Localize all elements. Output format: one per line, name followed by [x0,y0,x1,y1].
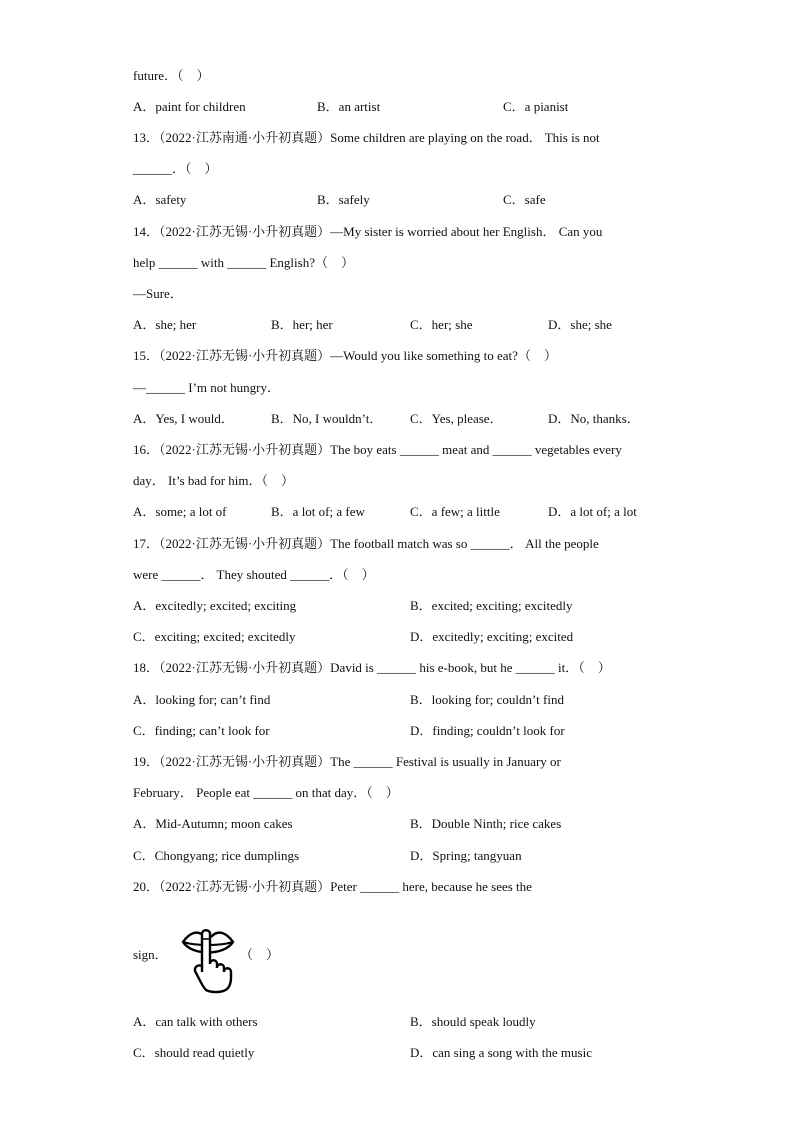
q12-option-c[interactable]: C．a pianist [503,99,569,114]
q20-stem-sign-word: sign． [133,947,168,962]
q16-stem-line1: 16．（2022·江苏无锡·小升初真题）The boy eats ______ meat and ______ vegetables every [133,442,622,457]
q16-option-c[interactable]: C．a few; a little [410,504,500,519]
q12-stem-end: future．（ ） [133,68,210,83]
q15-option-b[interactable]: B．No, I wouldn’t． [271,411,383,426]
q12-option-a[interactable]: A．paint for children [133,99,246,114]
q20-answer-paren: （ ） [240,947,280,962]
q19-option-a[interactable]: A．Mid-Autumn; moon cakes [133,816,293,831]
q14-option-c[interactable]: C．her; she [410,317,473,332]
q16-option-a[interactable]: A．some; a lot of [133,504,227,519]
q17-option-d[interactable]: D．excitedly; exciting; excited [410,629,574,644]
q14-option-a[interactable]: A．she; her [133,317,197,332]
q14-stem-line1: 14．（2022·江苏无锡·小升初真题）—My sister is worried about her English． Can you [133,224,603,239]
finger-on-lips-icon [180,920,236,994]
q19-option-c[interactable]: C．Chongyang; rice dumplings [133,848,300,863]
q19-option-d[interactable]: D．Spring; tangyuan [410,848,522,863]
q17-option-c[interactable]: C．exciting; excited; excitedly [133,629,296,644]
q15-stem-line2: —______ I’m not hungry． [133,380,280,395]
q19-option-b[interactable]: B．Double Ninth; rice cakes [410,816,562,831]
q15-stem-line1: 15．（2022·江苏无锡·小升初真题）—Would you like something to eat?（ ） [133,348,557,363]
q15-option-d[interactable]: D．No, thanks． [548,411,640,426]
q12-option-b[interactable]: B．an artist [317,99,381,114]
q17-stem-line1: 17．（2022·江苏无锡·小升初真题）The football match was so ______． All the people [133,536,599,551]
q14-stem-line3: —Sure． [133,286,183,301]
q13-stem-line1: 13．（2022·江苏南通·小升初真题）Some children are playing on the road． This is not [133,130,600,145]
q19-stem-line1: 19．（2022·江苏无锡·小升初真题）The ______ Festival is usually in January or [133,754,561,769]
q18-stem-line1: 18．（2022·江苏无锡·小升初真题）David is ______ his e-book, but he ______ it．（ ） [133,660,611,675]
q17-stem-line2: were ______． They shouted ______．（ ） [133,567,375,582]
q13-option-b[interactable]: B．safely [317,192,370,207]
q15-option-c[interactable]: C．Yes, please． [410,411,503,426]
q14-option-b[interactable]: B．her; her [271,317,333,332]
q16-option-d[interactable]: D．a lot of; a lot [548,504,637,519]
q20-option-c[interactable]: C．should read quietly [133,1045,255,1060]
q18-option-a[interactable]: A．looking for; can’t find [133,692,271,707]
q14-option-d[interactable]: D．she; she [548,317,612,332]
q19-stem-line2: February． People eat ______ on that day．（ ） [133,785,399,800]
q18-option-d[interactable]: D．finding; couldn’t look for [410,723,565,738]
q17-option-b[interactable]: B．excited; exciting; excitedly [410,598,573,613]
q17-option-a[interactable]: A．excitedly; excited; exciting [133,598,297,613]
q13-option-c[interactable]: C．safe [503,192,546,207]
q13-stem-line2: ______．（ ） [133,161,218,176]
q18-option-c[interactable]: C．finding; can’t look for [133,723,270,738]
q13-option-a[interactable]: A．safety [133,192,187,207]
q16-stem-line2: day． It’s bad for him．（ ） [133,473,295,488]
q15-option-a[interactable]: A．Yes, I would． [133,411,234,426]
q18-option-b[interactable]: B．looking for; couldn’t find [410,692,564,707]
q20-option-d[interactable]: D．can sing a song with the music [410,1045,592,1060]
q16-option-b[interactable]: B．a lot of; a few [271,504,365,519]
q20-stem-line1: 20．（2022·江苏无锡·小升初真题）Peter ______ here, because he sees the [133,879,532,894]
q20-option-b[interactable]: B．should speak loudly [410,1014,536,1029]
q20-option-a[interactable]: A．can talk with others [133,1014,258,1029]
q14-stem-line2: help ______ with ______ English?（ ） [133,255,354,270]
